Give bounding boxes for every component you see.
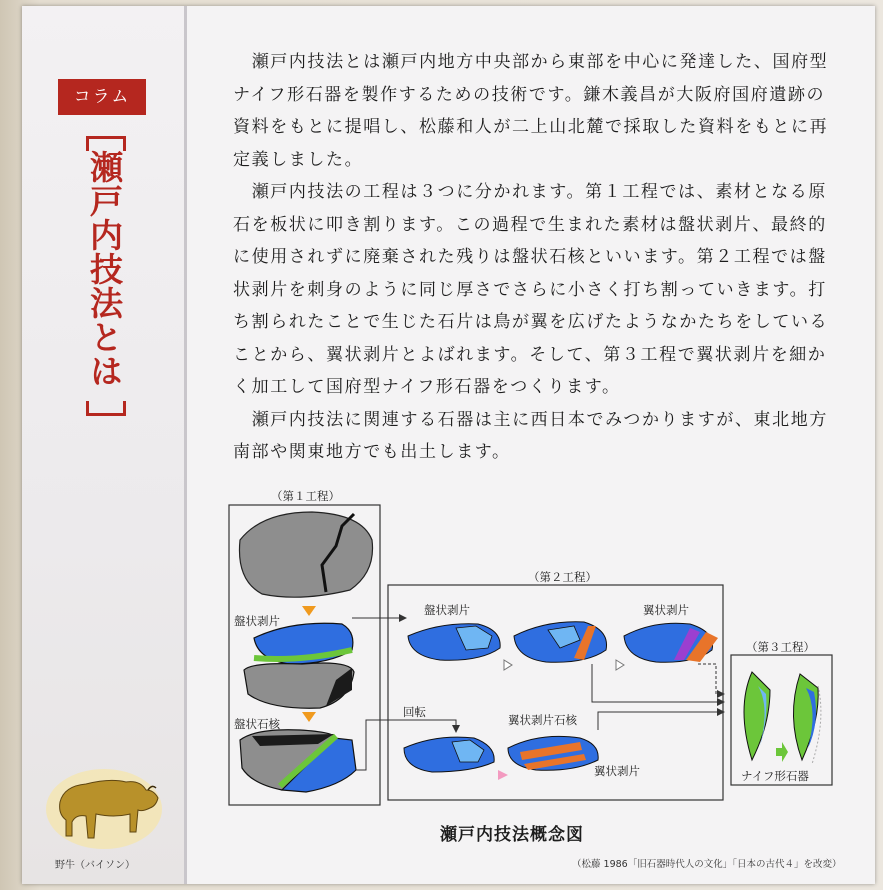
label-yoku-hakuhen-sekikaku: 翼状剥片石核 <box>508 713 577 727</box>
panel-title-text: 瀬戸内技法とは <box>85 150 124 388</box>
stage2-core-1 <box>404 737 494 772</box>
stage3-label: （第３工程） <box>746 640 815 654</box>
knife-blade-2 <box>793 674 820 764</box>
column-badge: コラム <box>58 79 146 115</box>
paragraph-2: 瀬戸内技法の工程は３つに分かれます。第１工程では、素材となる原石を板状に叩き割ります。この過程で生まれた素材は盤状剥片、最終的に使用されずに廃棄された残りは盤状石核といいます。第２工程では盤状剥片を刺身のように同じ厚さでさらに小さく打ち割っていきます。打ち割られたことで生じた石片は鳥が翼を広げたようなかたちをしていることから、翼状剥片とよばれます。そして、第３工程で翼状剥片を細かく加工して国府型ナイフ形石器をつくります。 <box>233 182 829 397</box>
stage2-flake-3 <box>624 623 718 662</box>
bison-illustration <box>46 769 162 849</box>
figure-source: （松藤 1986「旧石器時代人の文化」「日本の古代４」を改変） <box>572 859 842 870</box>
arrow-right-2-icon <box>616 660 624 670</box>
bison-caption: 野牛（バイソン） <box>55 860 135 871</box>
stage2-flake-2 <box>514 622 607 662</box>
stage2-core-2 <box>508 736 598 770</box>
flake-core <box>240 730 356 792</box>
label-ban-hakuhen-2: 盤状剥片 <box>424 603 470 617</box>
arrow-down-1-icon <box>302 606 316 616</box>
figure-title: 瀬戸内技法概念図 <box>440 825 584 845</box>
label-ban-sekikaku: 盤状石核 <box>234 717 280 731</box>
arrow-right-3-icon <box>498 770 508 780</box>
paragraph-1: 瀬戸内技法とは瀬戸内地方中央部から東部を中心に発達した、国府型ナイフ形石器を製作するための技術です。鎌木義昌が大阪府国府遺跡の資料をもとに提唱し、松藤和人が二上山北麓で採取した資料をもとに再定義しました。 <box>233 52 829 170</box>
arrow-stage3-icon <box>776 742 788 762</box>
connector-to-stage3-b <box>698 664 724 694</box>
label-yoku-hakuhen: 翼状剥片 <box>643 603 689 617</box>
raw-stone <box>239 512 372 597</box>
stage1-label: （第１工程） <box>271 489 340 503</box>
label-yoku-hakuhen-2: 翼状剥片 <box>594 764 640 778</box>
stage2-label: （第２工程） <box>528 570 597 584</box>
arrow-right-1-icon <box>504 660 512 670</box>
label-kaiten: 回転 <box>403 705 426 719</box>
label-ban-hakuhen: 盤状剥片 <box>234 614 280 628</box>
knife-blade-1 <box>744 672 770 760</box>
paragraph-3: 瀬戸内技法に関連する石器は主に西日本でみつかりますが、東北地方南部や関東地方でも出土します。 <box>233 409 828 462</box>
stage2-flake-1 <box>408 624 500 661</box>
flake-core-stack <box>244 623 354 708</box>
label-knife: ナイフ形石器 <box>741 769 809 783</box>
connector-to-stage3-a <box>592 664 724 702</box>
connector-to-stage3-c <box>598 712 724 730</box>
arrow-down-2-icon <box>302 712 316 722</box>
